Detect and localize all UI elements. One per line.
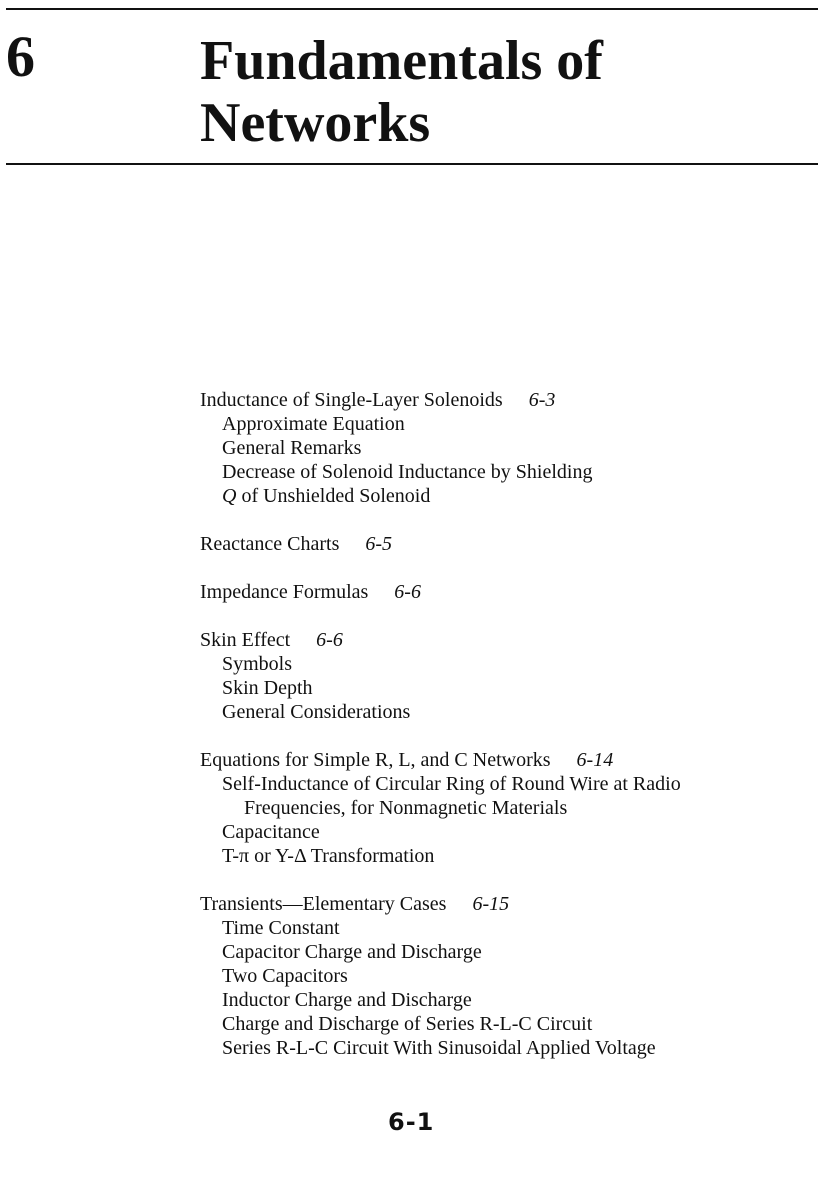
toc-subitem: Inductor Charge and Discharge bbox=[222, 989, 472, 1011]
toc-subitem: Symbols bbox=[222, 653, 293, 675]
section-title: Skin Effect bbox=[200, 629, 291, 651]
toc-section-heading bbox=[200, 532, 800, 556]
toc-subitem: General Considerations bbox=[222, 701, 411, 723]
toc-section-heading bbox=[200, 580, 800, 604]
section-page-ref: 6-6 bbox=[316, 629, 343, 651]
toc-subitem: Decrease of Solenoid Inductance by Shielding bbox=[222, 461, 593, 483]
toc-subitem: Series R-L-C Circuit With Sinusoidal Applied Voltage bbox=[222, 1037, 656, 1059]
chapter-number: 6 bbox=[6, 24, 35, 89]
toc-subitem: Approximate Equation bbox=[222, 413, 405, 435]
toc-subitem: General Remarks bbox=[222, 437, 362, 459]
toc-section-reactance bbox=[200, 532, 800, 556]
toc-section-solenoids bbox=[200, 388, 800, 508]
chapter-title bbox=[200, 30, 800, 154]
toc-subitem-text: Self-Inductance of Circular Ring of Round Wire at Radio bbox=[222, 773, 681, 795]
toc-subitem bbox=[200, 772, 800, 820]
section-title: Equations for Simple R, L, and C Networks bbox=[200, 749, 551, 771]
section-title: Inductance of Single-Layer Solenoids bbox=[200, 389, 503, 411]
table-of-contents bbox=[200, 388, 800, 1084]
toc-subitem: Time Constant bbox=[222, 917, 340, 939]
toc-subitem: Two Capacitors bbox=[222, 965, 348, 987]
toc-section-heading bbox=[200, 388, 800, 412]
toc-subitem-continuation: Frequencies, for Nonmagnetic Materials bbox=[244, 797, 568, 819]
toc-subitem bbox=[200, 484, 800, 508]
bottom-rule bbox=[6, 163, 818, 165]
section-page-ref: 6-3 bbox=[528, 389, 556, 411]
toc-subitem: Skin Depth bbox=[222, 677, 313, 699]
q-symbol: Q bbox=[222, 485, 237, 507]
toc-section-heading bbox=[200, 748, 800, 772]
toc-section-skin-effect bbox=[200, 628, 800, 724]
toc-section-rlc-networks bbox=[200, 748, 800, 868]
chapter-title-line-2: Networks bbox=[200, 92, 431, 154]
section-title: Reactance Charts bbox=[200, 533, 340, 555]
top-rule bbox=[6, 8, 818, 10]
section-page-ref: 6-6 bbox=[394, 581, 421, 603]
toc-section-impedance bbox=[200, 580, 800, 604]
toc-subitem: T-π or Y-Δ Transformation bbox=[222, 845, 435, 867]
toc-section-transients bbox=[200, 892, 800, 1060]
toc-subitem: Capacitance bbox=[222, 821, 320, 843]
toc-section-heading bbox=[200, 628, 800, 652]
toc-subitem: Capacitor Charge and Discharge bbox=[222, 941, 482, 963]
section-page-ref: 6-5 bbox=[365, 533, 393, 555]
toc-subitem: Charge and Discharge of Series R-L-C Circuit bbox=[222, 1013, 593, 1035]
section-title: Impedance Formulas bbox=[200, 581, 369, 603]
toc-subitem-text: of Unshielded Solenoid bbox=[236, 485, 431, 507]
section-title: Transients—Elementary Cases bbox=[200, 893, 447, 915]
section-page-ref: 6-15 bbox=[472, 893, 510, 915]
toc-section-heading bbox=[200, 892, 800, 916]
section-page-ref: 6-14 bbox=[576, 749, 614, 771]
chapter-title-line-1: Fundamentals of bbox=[200, 30, 603, 92]
page-number: 6-1 bbox=[388, 1108, 435, 1136]
